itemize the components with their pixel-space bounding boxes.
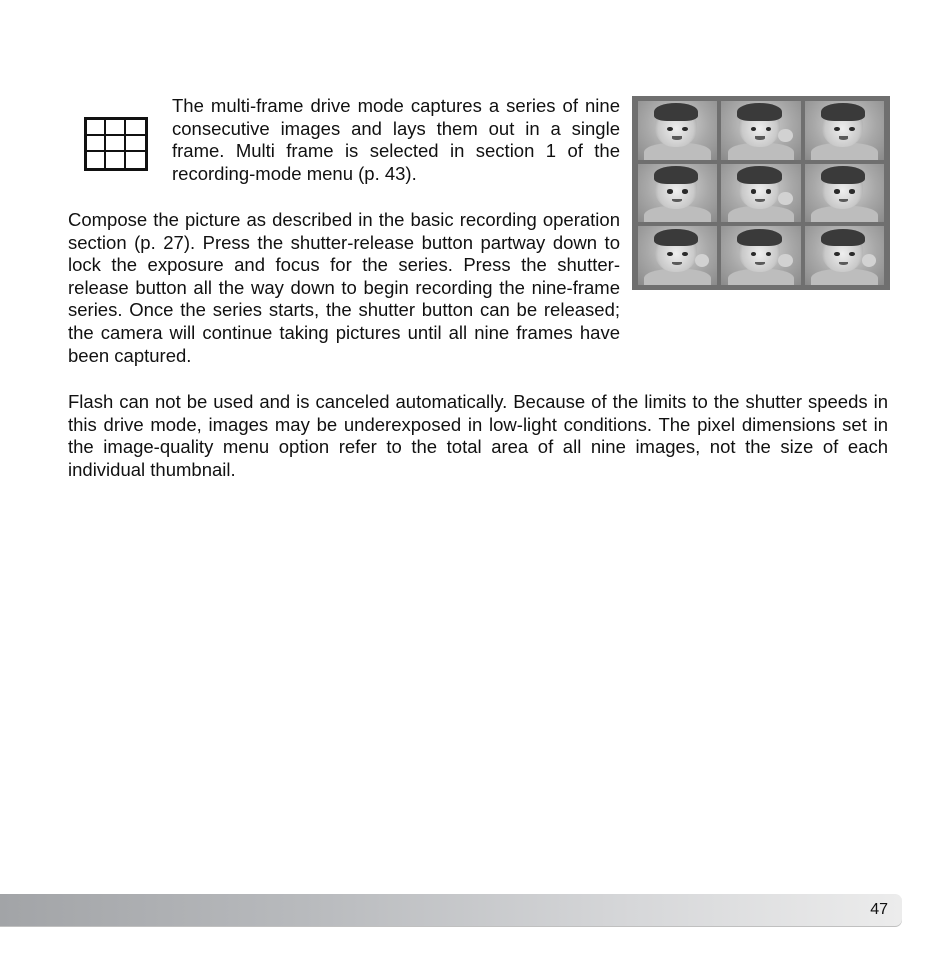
intro-paragraph: The multi-frame drive mode captures a series of nine consecutive images and lays them out in a single frame. Multi frame is selected in section 1 of the recording-mode menu (p. 43). bbox=[172, 95, 620, 184]
photo-frame bbox=[721, 226, 800, 285]
photo-frame bbox=[721, 101, 800, 160]
multi-frame-sample-photo bbox=[632, 96, 890, 290]
photo-frame bbox=[638, 164, 717, 223]
photo-frame bbox=[805, 226, 884, 285]
flash-paragraph: Flash can not be used and is canceled automatically. Because of the limits to the shutter speeds in this drive mode, images may be underexposed in low-light conditions. The pixel dimensions set in the image-quality menu option refer to the total area of all nine images, not the size of each individual thumbnail. bbox=[68, 391, 888, 480]
page-number: 47 bbox=[870, 901, 888, 918]
multi-frame-grid-icon bbox=[84, 117, 148, 171]
photo-frame bbox=[721, 164, 800, 223]
photo-frame bbox=[638, 101, 717, 160]
photo-frame bbox=[638, 226, 717, 285]
compose-paragraph: Compose the picture as described in the basic recording operation section (p. 27). Press the shutter-release button partway down to lock the exposure and focus for the series. Press the shutter-release button all the way down to begin recording the nine-frame series. Once the series starts, the shutter button can be released; the camera will continue taking pictures until all nine frames have been captured. bbox=[68, 209, 620, 366]
photo-frame bbox=[805, 101, 884, 160]
photo-frame bbox=[805, 164, 884, 223]
footer-bar bbox=[0, 894, 902, 927]
